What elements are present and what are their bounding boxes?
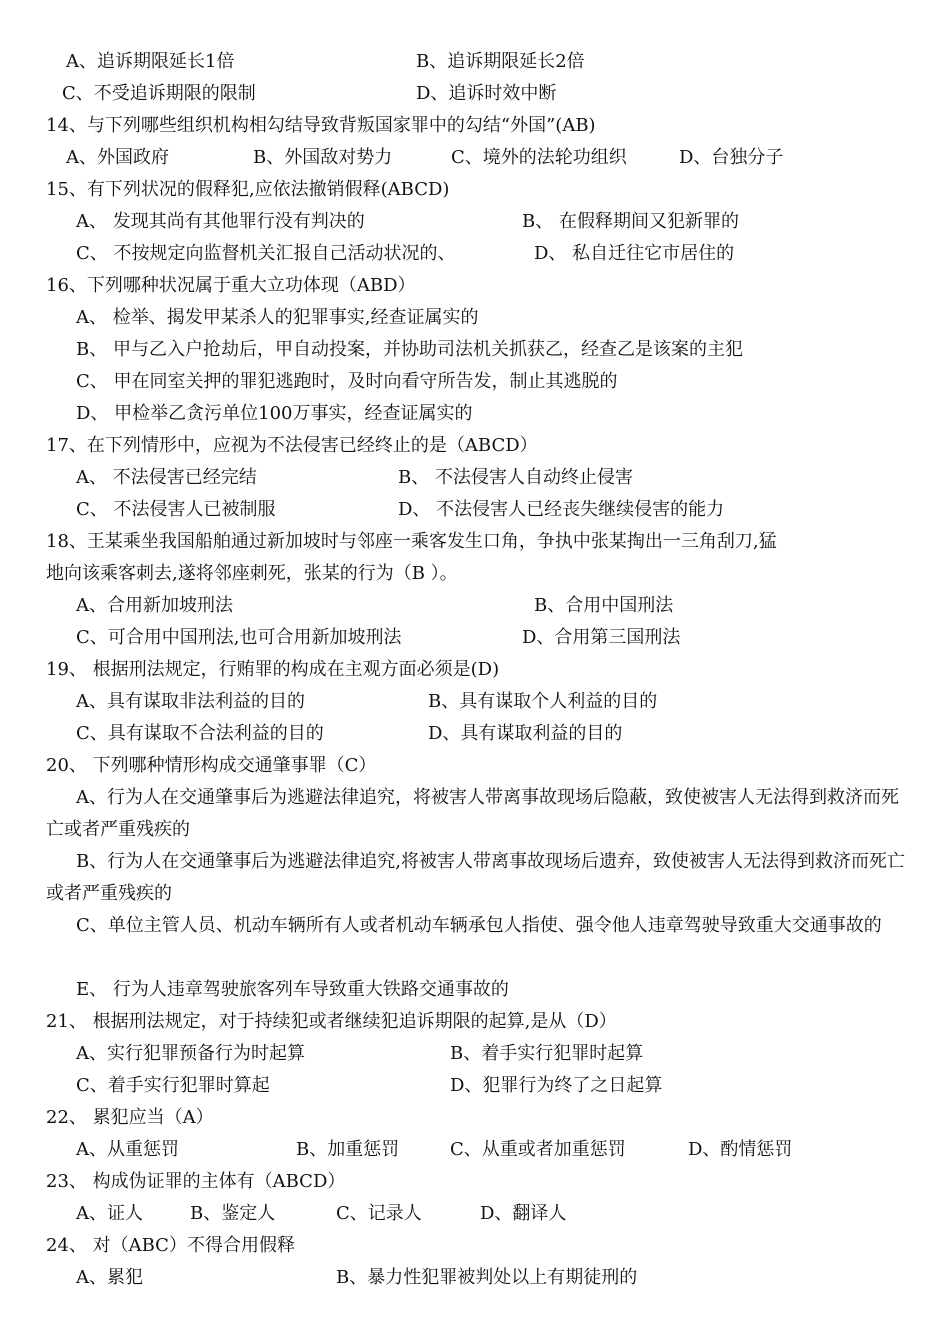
q16-option-c: C、 甲在同室关押的罪犯逃跑时，及时向看守所告发，制止其逃脱的 <box>76 371 618 392</box>
q16-option-a: A、 检举、揭发甲某杀人的犯罪事实,经查证属实的 <box>76 307 479 328</box>
q24-option-a: A、累犯 <box>76 1267 143 1288</box>
q17-option-b: B、 不法侵害人自动终止侵害 <box>398 467 633 488</box>
q17-option-c: C、 不法侵害人已被制服 <box>76 499 276 520</box>
q22-option-a: A、从重惩罚 <box>76 1139 179 1160</box>
q20-option-b: B、行为人在交通肇事后为逃避法律追究,将被害人带离事故现场后遗弃，致使被害人无法得到救济而死亡或者严重残疾的 <box>46 851 905 905</box>
q24-option-b: B、暴力性犯罪被判处以上有期徒刑的 <box>336 1267 638 1288</box>
q18-stem-line-2: 地向该乘客刺去,遂将邻座刺死，张某的行为（B ）。 <box>46 563 458 584</box>
q15-option-c: C、 不按规定向监督机关汇报自己活动状况的、 <box>76 243 456 264</box>
q19-stem: 19、 根据刑法规定，行贿罪的构成在主观方面必须是(D) <box>46 659 500 680</box>
q23-option-c: C、记录人 <box>336 1203 422 1224</box>
q13-option-a: A、追诉期限延长1倍 <box>66 51 235 72</box>
q15-option-b: B、 在假释期间又犯新罪的 <box>522 211 739 232</box>
q20-stem: 20、 下列哪种情形构成交通肇事罪（C） <box>46 755 377 776</box>
q22-option-d: D、酌情惩罚 <box>688 1139 793 1160</box>
q17-stem: 17、在下列情形中，应视为不法侵害已经终止的是（ABCD） <box>46 435 538 456</box>
q18-option-d: D、合用第三国刑法 <box>522 627 681 648</box>
q14-option-d: D、台独分子 <box>679 147 784 168</box>
q22-option-c: C、从重或者加重惩罚 <box>450 1139 626 1160</box>
q13-option-d: D、追诉时效中断 <box>416 83 557 104</box>
q14-stem: 14、与下列哪些组织机构相勾结导致背叛国家罪中的勾结“外国”(AB) <box>46 115 596 136</box>
q16-option-b: B、 甲与乙入户抢劫后，甲自动投案，并协助司法机关抓获乙，经查乙是该案的主犯 <box>76 339 743 360</box>
q16-option-d: D、 甲检举乙贪污单位100万事实，经查证属实的 <box>76 403 473 424</box>
q15-stem: 15、有下列状况的假释犯,应依法撤销假释(ABCD) <box>46 179 450 200</box>
q21-option-d: D、犯罪行为终了之日起算 <box>450 1075 663 1096</box>
q19-option-c: C、具有谋取不合法利益的目的 <box>76 723 324 744</box>
q17-option-a: A、 不法侵害已经完结 <box>76 467 257 488</box>
q18-option-b: B、合用中国刑法 <box>534 595 674 616</box>
q22-stem: 22、 累犯应当（A） <box>46 1107 214 1128</box>
q14-option-a: A、外国政府 <box>66 147 169 168</box>
q21-option-a: A、实行犯罪预备行为时起算 <box>76 1043 305 1064</box>
q23-option-b: B、鉴定人 <box>190 1203 276 1224</box>
q19-option-b: B、具有谋取个人利益的目的 <box>428 691 658 712</box>
q15-option-d: D、 私自迁往它市居住的 <box>534 243 735 264</box>
q21-option-c: C、着手实行犯罪时算起 <box>76 1075 270 1096</box>
q24-stem: 24、 对（ABC）不得合用假释 <box>46 1235 295 1256</box>
q17-option-d: D、 不法侵害人已经丧失继续侵害的能力 <box>398 499 725 520</box>
q19-option-a: A、具有谋取非法利益的目的 <box>76 691 305 712</box>
q20-option-c: C、单位主管人员、机动车辆所有人或者机动车辆承包人指使、强令他人违章驾驶导致重大交通事故的 <box>76 915 882 936</box>
q19-option-d: D、具有谋取利益的目的 <box>428 723 623 744</box>
q18-option-c: C、可合用中国刑法,也可合用新加坡刑法 <box>76 627 402 648</box>
q23-option-a: A、证人 <box>76 1203 143 1224</box>
q20-option-a: A、行为人在交通肇事后为逃避法律追究，将被害人带离事故现场后隐蔽，致使被害人无法得到救济而死亡或者严重残疾的 <box>46 787 899 841</box>
q13-option-c: C、不受追诉期限的限制 <box>62 83 256 104</box>
q23-option-d: D、翻译人 <box>480 1203 567 1224</box>
q21-stem: 21、 根据刑法规定，对于持续犯或者继续犯追诉期限的起算,是从（D） <box>46 1011 617 1032</box>
q14-option-c: C、境外的法轮功组织 <box>451 147 627 168</box>
q13-option-b: B、追诉期限延长2倍 <box>416 51 585 72</box>
q18-stem-line-1: 18、王某乘坐我国船舶通过新加坡时与邻座一乘客发生口角，争执中张某掏出一三角刮刀,猛 <box>46 531 777 552</box>
q21-option-b: B、着手实行犯罪时起算 <box>450 1043 644 1064</box>
q14-option-b: B、外国敌对势力 <box>253 147 393 168</box>
q15-option-a: A、 发现其尚有其他罪行没有判决的 <box>76 211 365 232</box>
q18-option-a: A、合用新加坡刑法 <box>76 595 233 616</box>
q23-stem: 23、 构成伪证罪的主体有（ABCD） <box>46 1171 346 1192</box>
q22-option-b: B、加重惩罚 <box>296 1139 400 1160</box>
q16-stem: 16、下列哪种状况属于重大立功体现（ABD） <box>46 275 416 296</box>
q20-option-e: E、 行为人违章驾驶旅客列车导致重大铁路交通事故的 <box>76 979 509 1000</box>
